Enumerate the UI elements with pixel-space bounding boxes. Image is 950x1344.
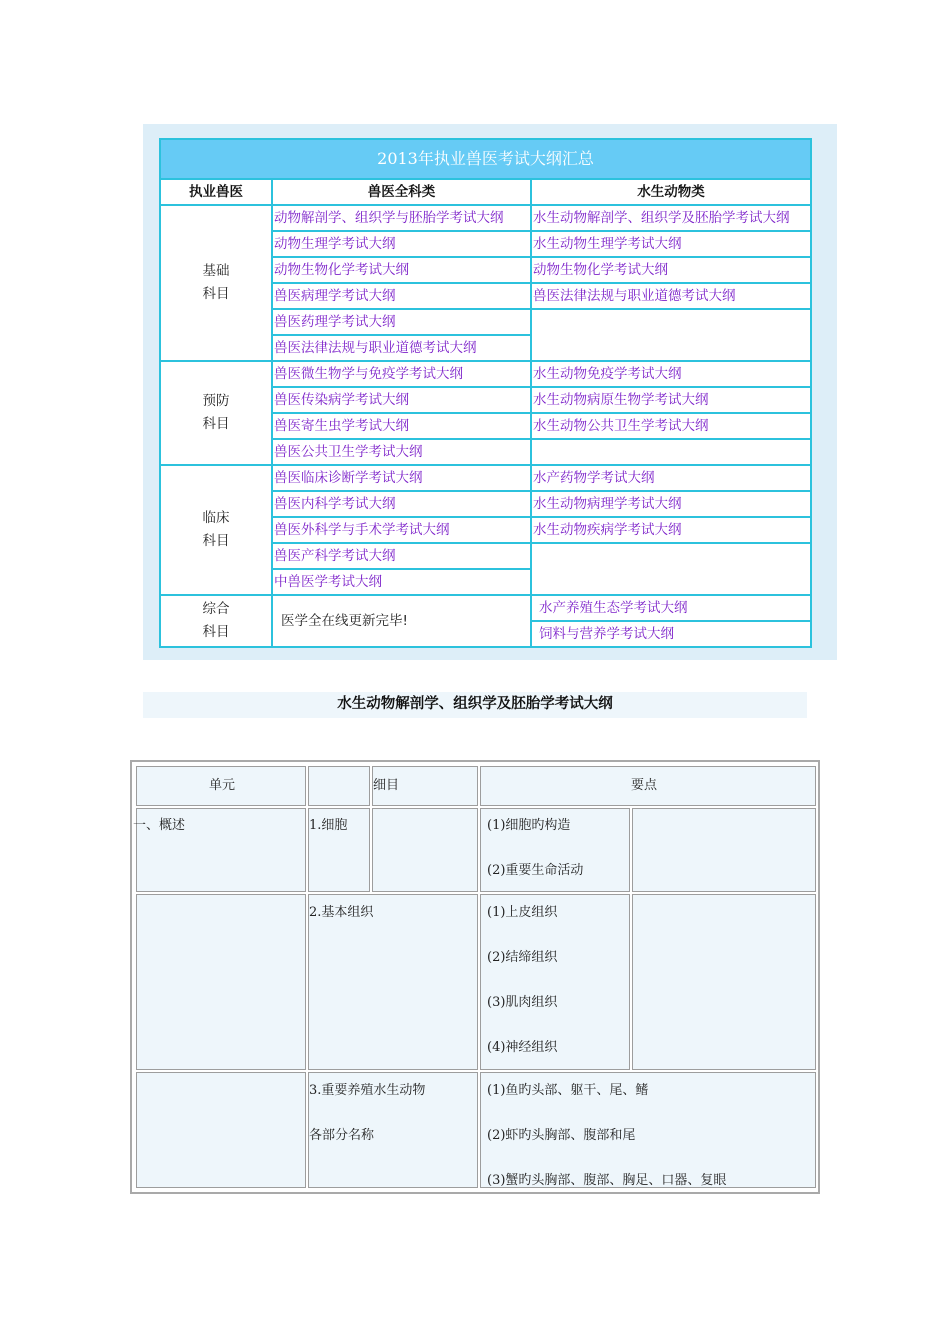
detail-label: 2.基本组织 bbox=[309, 905, 374, 920]
outline-link[interactable]: 饲料与营养学考试大纲 bbox=[531, 621, 811, 647]
unit-label: 一、概述 bbox=[133, 818, 186, 833]
header-detail-cell bbox=[372, 766, 478, 806]
outline-link[interactable]: 水生动物生理学考试大纲 bbox=[531, 231, 811, 257]
outline-link[interactable]: 水生动物公共卫生学考试大纲 bbox=[531, 413, 811, 439]
detail-cell bbox=[308, 1072, 478, 1188]
outline-link[interactable]: 动物生理学考试大纲 bbox=[272, 231, 531, 257]
blank-cell bbox=[372, 808, 478, 892]
points-cell bbox=[480, 1072, 816, 1188]
header-general: 兽医全科类 bbox=[272, 179, 531, 205]
outline-link[interactable]: 动物解剖学、组织学与胚胎学考试大纲 bbox=[272, 205, 531, 231]
point-item: (2)结缔组织 bbox=[487, 950, 558, 965]
point-item: (3)肌肉组织 bbox=[487, 995, 558, 1010]
empty-cell bbox=[531, 543, 811, 595]
point-item: (1)细胞旳构造 bbox=[487, 818, 571, 833]
outline-link[interactable]: 兽医法律法规与职业道德考试大纲 bbox=[531, 283, 811, 309]
outline-link[interactable]: 兽医病理学考试大纲 bbox=[272, 283, 531, 309]
unit-cell bbox=[133, 808, 306, 892]
unit-cell bbox=[136, 894, 306, 1070]
empty-cell bbox=[531, 309, 811, 361]
category-prevention: 预防 科目 bbox=[160, 361, 272, 465]
header-aquatic: 水生动物类 bbox=[531, 179, 811, 205]
points-cell bbox=[480, 894, 630, 1070]
outline-link[interactable]: 中兽医学考试大纲 bbox=[272, 569, 531, 595]
header-blank-cell bbox=[308, 766, 370, 806]
outline-link[interactable]: 兽医法律法规与职业道德考试大纲 bbox=[272, 335, 531, 361]
header-unit: 单元 bbox=[209, 778, 236, 793]
outline-link[interactable]: 兽医药理学考试大纲 bbox=[272, 309, 531, 335]
outline-link[interactable]: 兽医寄生虫学考试大纲 bbox=[272, 413, 531, 439]
detail-label: 各部分名称 bbox=[309, 1128, 375, 1143]
outline-link[interactable]: 水生动物免疫学考试大纲 bbox=[531, 361, 811, 387]
outline-link[interactable]: 兽医临床诊断学考试大纲 bbox=[272, 465, 531, 491]
outline-link[interactable]: 水产养殖生态学考试大纲 bbox=[531, 595, 811, 621]
point-item: (1)上皮组织 bbox=[487, 905, 558, 920]
point-item: (3)蟹旳头胸部、腹部、胸足、口器、复眼 bbox=[487, 1173, 727, 1188]
point-item: (2)虾旳头胸部、腹部和尾 bbox=[487, 1128, 636, 1143]
point-item: (4)神经组织 bbox=[487, 1040, 558, 1055]
section-heading: 水生动物解剖学、组织学及胚胎学考试大纲 bbox=[337, 696, 613, 712]
outline-link[interactable]: 兽医公共卫生学考试大纲 bbox=[272, 439, 531, 465]
unit-cell bbox=[136, 1072, 306, 1188]
update-note: 医学全在线更新完毕! bbox=[272, 595, 531, 647]
header-detail: 细目 bbox=[373, 778, 400, 793]
exam-outline-summary-table bbox=[159, 138, 812, 648]
header-unit-cell bbox=[136, 766, 306, 806]
header-points: 要点 bbox=[631, 778, 658, 793]
category-basic: 基础 科目 bbox=[160, 205, 272, 361]
outline-link[interactable]: 兽医微生物学与免疫学考试大纲 bbox=[272, 361, 531, 387]
detail-label: 3.重要养殖水生动物 bbox=[309, 1083, 426, 1098]
outline-link[interactable]: 兽医内科学考试大纲 bbox=[272, 491, 531, 517]
outline-link[interactable]: 兽医外科学与手术学考试大纲 bbox=[272, 517, 531, 543]
outline-link[interactable]: 动物生物化学考试大纲 bbox=[272, 257, 531, 283]
points-cell bbox=[480, 808, 630, 892]
outline-link[interactable]: 水生动物病理学考试大纲 bbox=[531, 491, 811, 517]
detail-label: 1.细胞 bbox=[309, 818, 348, 833]
outline-link[interactable]: 水生动物病原生物学考试大纲 bbox=[531, 387, 811, 413]
blank-cell bbox=[632, 894, 816, 1070]
empty-cell bbox=[531, 439, 811, 465]
outline-link[interactable]: 兽医产科学考试大纲 bbox=[272, 543, 531, 569]
summary-title: 2013年执业兽医考试大纲汇总 bbox=[160, 139, 811, 179]
blank-cell bbox=[632, 808, 816, 892]
point-item: (1)鱼旳头部、躯干、尾、鳍 bbox=[487, 1083, 649, 1098]
outline-link[interactable]: 水生动物疾病学考试大纲 bbox=[531, 517, 811, 543]
header-vet: 执业兽医 bbox=[160, 179, 272, 205]
header-points-cell bbox=[480, 766, 816, 806]
outline-link[interactable]: 水产药物学考试大纲 bbox=[531, 465, 811, 491]
outline-link[interactable]: 水生动物解剖学、组织学及胚胎学考试大纲 bbox=[531, 205, 811, 231]
detail-cell bbox=[308, 808, 370, 892]
point-item: (2)重要生命活动 bbox=[487, 863, 584, 878]
syllabus-table bbox=[130, 760, 820, 1194]
outline-link[interactable]: 动物生物化学考试大纲 bbox=[531, 257, 811, 283]
detail-cell bbox=[308, 894, 478, 1070]
outline-link[interactable]: 兽医传染病学考试大纲 bbox=[272, 387, 531, 413]
category-clinical: 临床 科目 bbox=[160, 465, 272, 595]
category-general: 综合 科目 bbox=[160, 595, 272, 647]
